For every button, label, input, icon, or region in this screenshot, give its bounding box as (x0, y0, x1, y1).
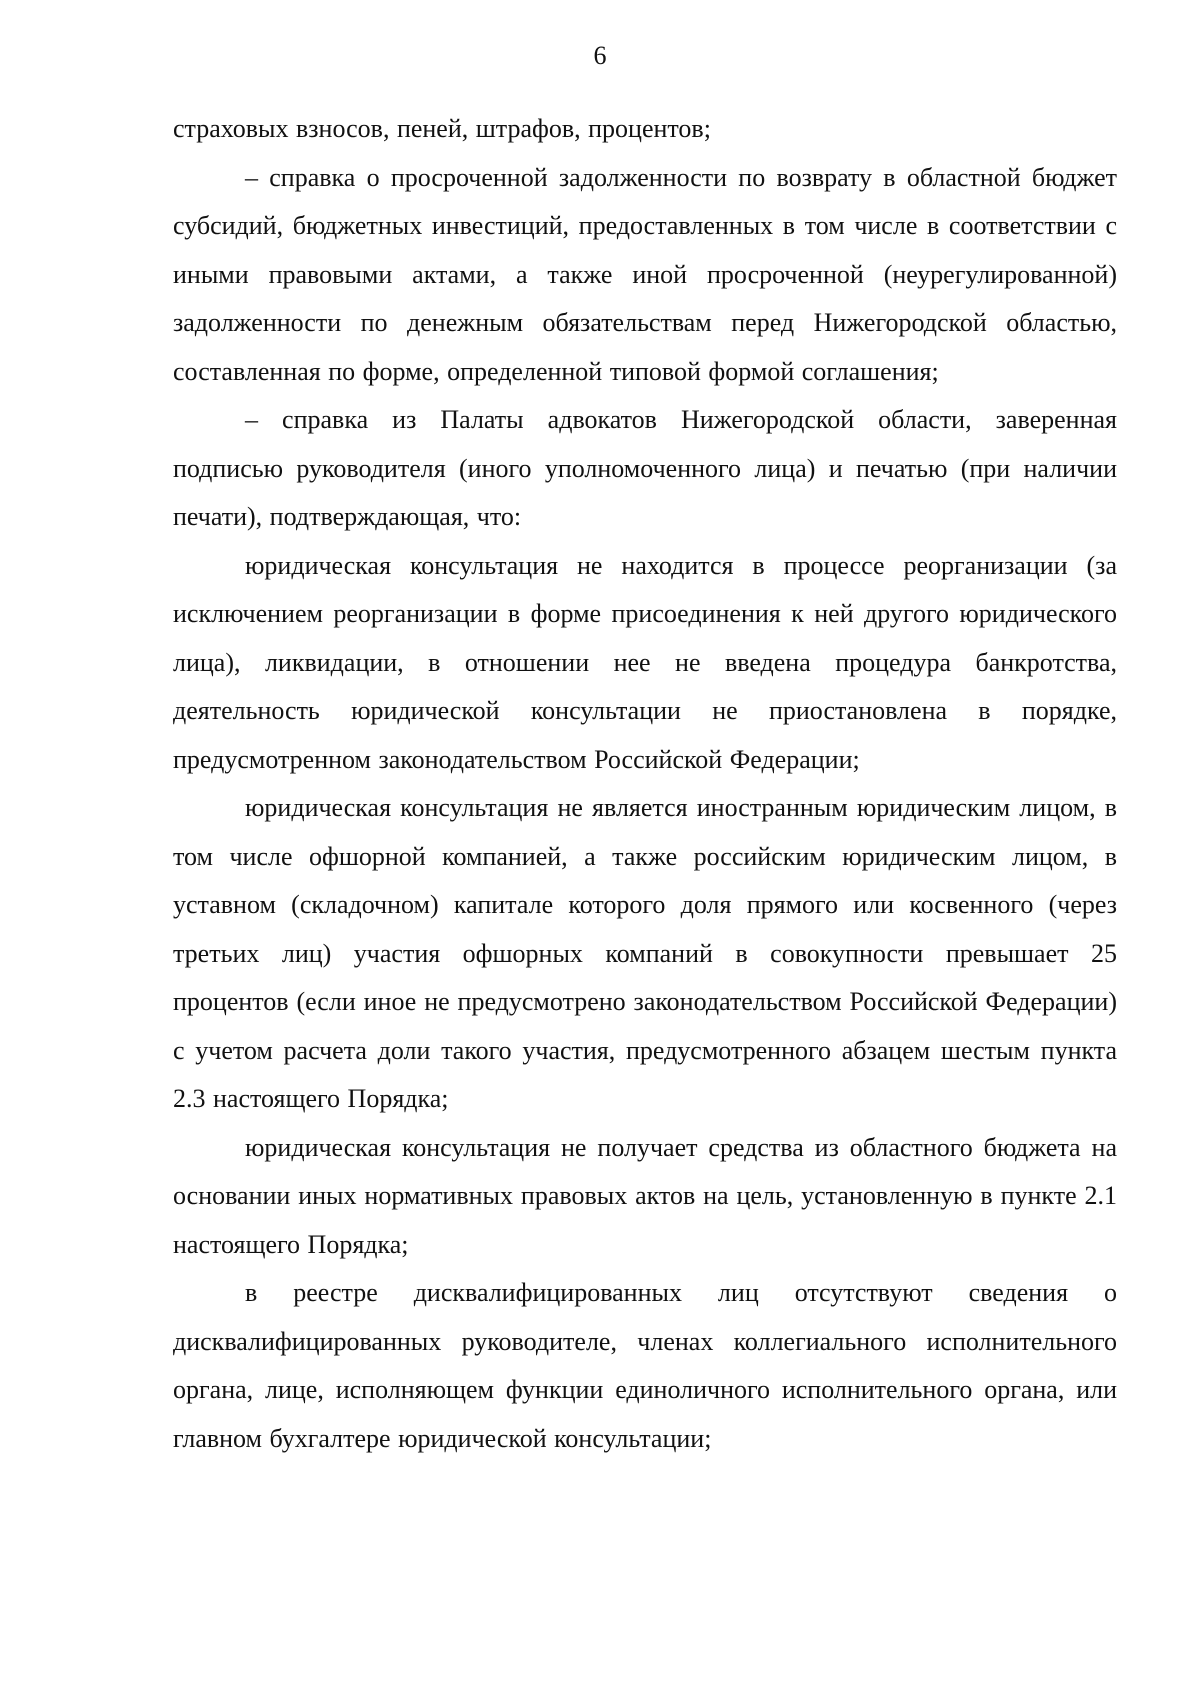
paragraph-no-other-budget-funds: юридическая консультация не получает средства из областного бюджета на основании иных нормативных правовых актов на цель, установленную в пункте 2.1 настоящего Порядка; (173, 1132, 1117, 1259)
paragraph-overdue-debt-certificate: – справка о просроченной задолженности по возврату в областной бюджет субсидий, бюджетных инвестиций, предоставленных в том числе в соответствии с иными правовыми актами, а также иной просроченной (неурегулированной) задолженности по денежным обязательствам перед Нижегородской областью, составленная по форме, определенной типовой формой соглашения; (173, 162, 1117, 386)
document-body (173, 105, 1117, 1463)
paragraph-no-reorganization: юридическая консультация не находится в процессе реорганизации (за исключением реорганизации в форме присоединения к ней другого юридического лица), ликвидации, в отношении нее не введена процедура банкротства, деятельность юридической консультации не приостановлена в порядке, предусмотренном законодательством Российской Федерации; (173, 550, 1117, 774)
paragraph-disqualified-persons-registry: в реестре дисквалифицированных лиц отсутствуют сведения о дисквалифицированных руководителе, членах коллегиального исполнительного органа, лице, исполняющем функции единоличного исполнительного органа, или главном бухгалтере юридической консультации; (173, 1278, 1117, 1453)
paragraph-bar-chamber-certificate: – справка из Палаты адвокатов Нижегородской области, заверенная подписью руководителя (иного уполномоченного лица) и печатью (при наличии печати), подтверждающая, что: (173, 405, 1117, 531)
page-number: 6 (593, 41, 607, 70)
paragraph-not-foreign-entity: юридическая консультация не является иностранным юридическим лицом, в том числе офшорной компанией, а также российским юридическим лицом, в уставном (складочном) капитале которого доля прямого или косвенного (через третьих лиц) участия офшорных компаний в совокупности превышает 25 процентов (если иное не предусмотрено законодательством Российской Федерации) с учетом расчета доли такого участия, предусмотренного абзацем шестым пункта 2.3 настоящего Порядка; (173, 793, 1117, 1113)
paragraph-insurance-contributions: страховых взносов, пеней, штрафов, процентов; (173, 114, 711, 143)
